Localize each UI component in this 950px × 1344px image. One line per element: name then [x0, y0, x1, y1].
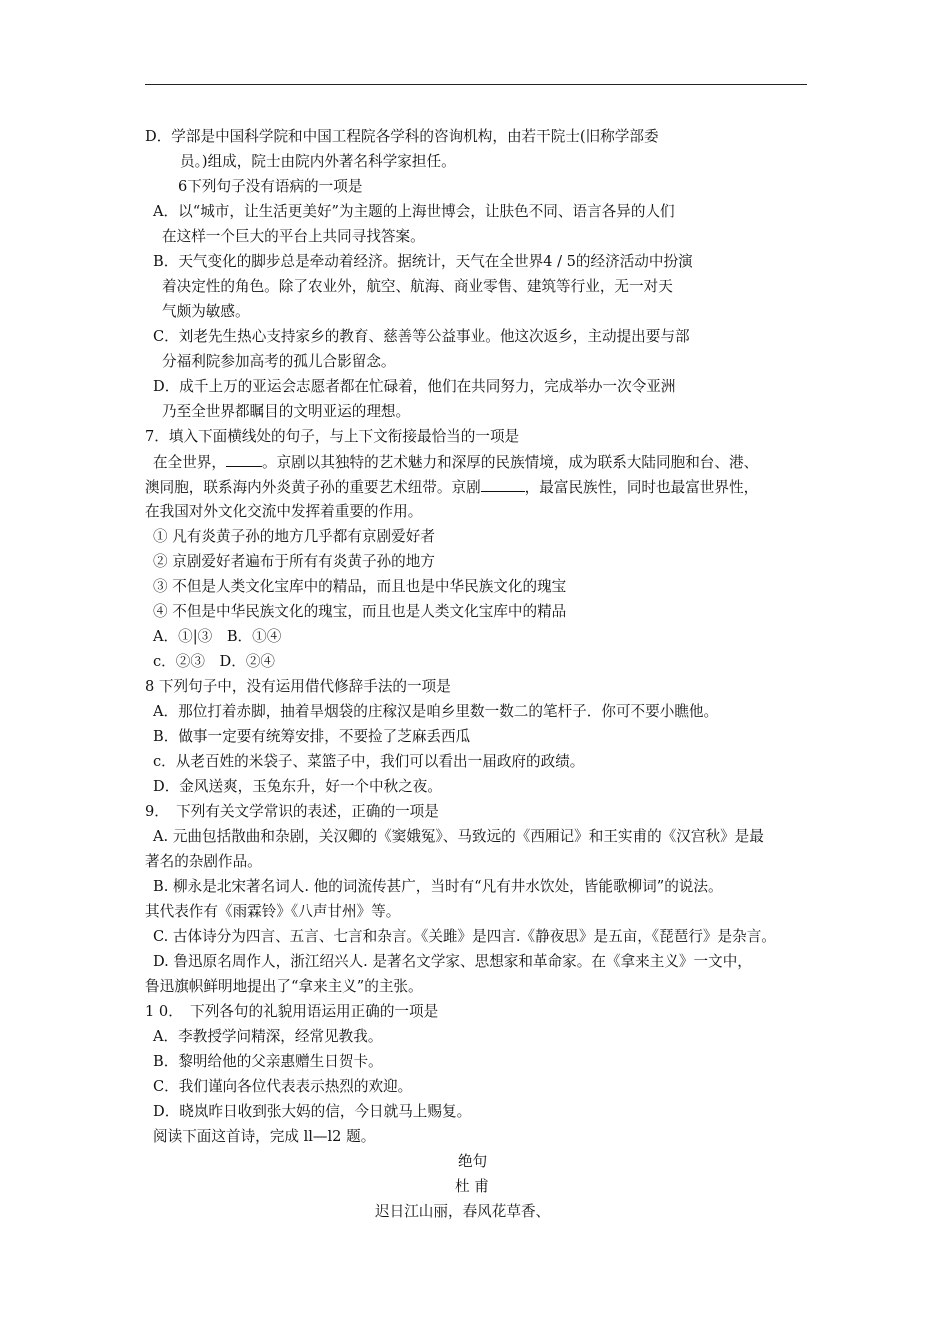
text-line: A．以“城市，让生活更美好”为主题的上海世博会，让肤色不同、语言各异的人们: [153, 203, 675, 220]
text-line: B．天气变化的脚步总是牵动着经济。据统计，天气在全世界4 / 5的经济活动中扮演: [153, 253, 693, 270]
text-segment: 在全世界，: [153, 454, 226, 471]
text-line: D．学部是中国科学院和中国工程院各学科的咨询机构，由若干院士(旧称学部委: [145, 128, 659, 145]
text-line: 乃至全世界都瞩目的文明亚运的理想。: [162, 403, 411, 420]
text-line: 鲁迅旗帜鲜明地提出了“拿来主义”的主张。: [145, 978, 423, 995]
text-line: 在这样一个巨大的平台上共同寻找答案。: [162, 228, 425, 245]
header-rule: [145, 84, 807, 85]
text-line: 员。)组成，院士由院内外著名科学家担任。: [180, 153, 456, 170]
poem-title: 绝句: [458, 1153, 488, 1170]
text-line: D．金风送爽，玉兔东升，好一个中秋之夜。: [153, 778, 442, 795]
question-7-stem: 7．填入下面横线处的句子，与上下文衔接最恰当的一项是: [145, 428, 520, 445]
fill-blank: [226, 452, 262, 467]
text-line: 着决定性的角色。除了农业外，航空、航海、商业零售、建筑等行业，无一对天: [162, 278, 673, 295]
text-line: 其代表作有《雨霖铃》《八声甘州》等。: [145, 903, 401, 920]
question-8-stem: 8 下列句子中，没有运用借代修辞手法的一项是: [145, 678, 451, 695]
answer-choices: A．①|③ B．①④: [153, 628, 282, 645]
answer-choices: c．②③ D．②④: [153, 653, 276, 670]
question-10-stem: 1 0． 下列各句的礼貌用语运用正确的一项是: [145, 1003, 439, 1020]
question-9-stem: 9． 下列有关文学常识的表述，正确的一项是: [145, 803, 439, 820]
poem-author: 杜 甫: [455, 1178, 489, 1195]
text-line: [145, 477, 758, 498]
text-line: D. 鲁迅原名周作人，浙江绍兴人. 是著名文学家、思想家和革命家。在《拿来主义》一文中，: [153, 953, 752, 970]
text-line: 分福利院参加高考的孤儿合影留念。: [162, 353, 396, 370]
fill-blank: [481, 477, 525, 492]
text-line: A. 元曲包括散曲和杂剧，关汉卿的《窦娥冤》、马致远的《西厢记》和王实甫的《汉宫秋》是最: [153, 828, 764, 845]
text-line: B．做事一定要有统筹安排，不要捡了芝麻丢西瓜: [153, 728, 471, 745]
option-line: ① 凡有炎黄子孙的地方几乎都有京剧爱好者: [153, 528, 435, 545]
text-line: 气颇为敏感。: [162, 303, 250, 320]
text-line: B. 柳永是北宋著名词人. 他的词流传甚广，当时有“凡有井水饮处，皆能歌柳词”的说法。: [153, 878, 723, 895]
text-segment: 澳同胞，联系海内外炎黄子孙的重要艺术纽带。京剧: [145, 479, 481, 496]
text-segment: 。京剧以其独特的艺术魅力和深厚的民族情境，成为联系大陆同胞和台、港、: [261, 454, 759, 471]
question-6-stem: 6下列句子没有语病的一项是: [178, 178, 363, 195]
text-line: 在我国对外文化交流中发挥着重要的作用。: [145, 503, 423, 520]
text-line: C．刘老先生热心支持家乡的教育、慈善等公益事业。他这次返乡，主动提出要与部: [153, 328, 690, 345]
poem-line: 迟日江山丽，春风花草香、: [375, 1203, 551, 1220]
text-segment: ，最富民族性，同时也最富世界性，: [524, 479, 759, 496]
text-line: A．李教授学问精深，经常见教我。: [153, 1028, 383, 1045]
text-line: A．那位打着赤脚，抽着旱烟袋的庄稼汉是咱乡里数一数二的笔杆子．你可不要小瞧他。: [153, 703, 719, 720]
text-line: [153, 452, 758, 473]
text-line: B．黎明给他的父亲惠赠生日贺卡。: [153, 1053, 383, 1070]
option-line: ② 京剧爱好者遍布于所有有炎黄子孙的地方: [153, 553, 435, 570]
text-line: C．我们谨向各位代表表示热烈的欢迎。: [153, 1078, 413, 1095]
text-line: c．从老百姓的米袋子、菜篮子中，我们可以看出一届政府的政绩。: [153, 753, 585, 770]
text-line: D．晓岚昨日收到张大妈的信，今日就马上赐复。: [153, 1103, 472, 1120]
text-line: C. 古体诗分为四言、五言、七言和杂言。《关雎》是四言.《静夜思》是五亩，《琵琶行》是杂言。: [153, 928, 776, 945]
text-line: 著名的杂剧作品。: [145, 853, 262, 870]
option-line: ④ 不但是中华民族文化的瑰宝，而且也是人类文化宝库中的精品: [153, 603, 567, 620]
reading-instruction: 阅读下面这首诗，完成 ll—l2 题。: [153, 1128, 376, 1145]
text-line: D．成千上万的亚运会志愿者都在忙碌着，他们在共同努力，完成举办一次令亚洲: [153, 378, 676, 395]
option-line: ③ 不但是人类文化宝库中的精品，而且也是中华民族文化的瑰宝: [153, 578, 567, 595]
